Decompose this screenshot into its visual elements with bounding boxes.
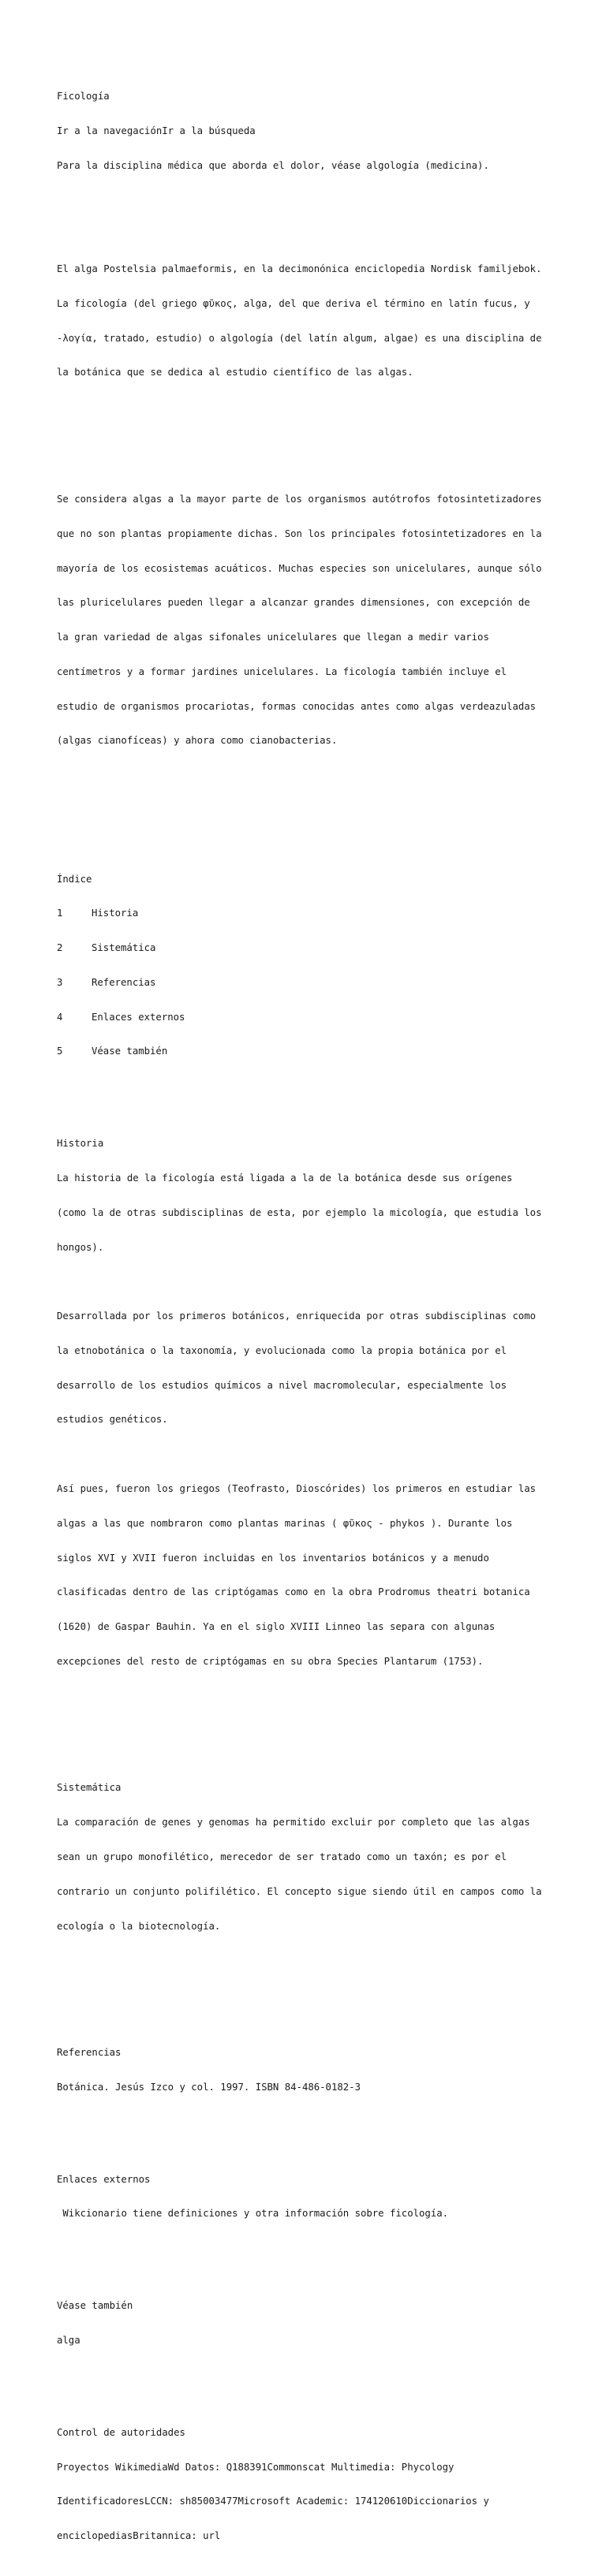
text-line: las pluricelulares pueden llegar a alcanzar grandes dimensiones, con excepción de [57, 597, 530, 609]
authority-line[interactable]: enciclopediasBritannica: url [57, 2530, 221, 2542]
section-heading: Enlaces externos [57, 2173, 151, 2185]
toc-label[interactable]: Historia [92, 908, 139, 919]
section-vease-tambien [57, 2277, 554, 2369]
nav-links[interactable]: Ir a la navegaciónIr a la búsqueda [57, 125, 256, 136]
text-line: estudios genéticos. [57, 1414, 168, 1426]
spacer [57, 1978, 554, 1990]
toc-label[interactable]: Referencias [92, 976, 156, 988]
text-line: (1620) de Gaspar Bauhin. Ya en el siglo XVIII Linneo las separa con algunas [57, 1621, 496, 1633]
text-line: desarrollo de los estudios químicos a nivel macromolecular, especialmente los [57, 1379, 507, 1391]
document-body [57, 68, 554, 2576]
toc-item-referencias[interactable] [57, 977, 554, 989]
text-line: sean un grupo monofilético, merecedor de ser tratado como un taxón; es por el [57, 1851, 507, 1863]
spacer [57, 195, 554, 207]
toc-number: 1 [57, 908, 63, 919]
toc-item-enlaces-externos[interactable] [57, 1012, 554, 1023]
page-title: Ficología [57, 91, 110, 103]
see-also-link[interactable]: alga [57, 2334, 80, 2346]
section-control-autoridades [57, 2404, 554, 2565]
section-heading: Historia [57, 1138, 104, 1150]
text-line: La comparación de genes y genomas ha permitido excluir por completo que las algas [57, 1817, 530, 1829]
disambiguation-note: Para la disciplina médica que aborda el dolor, véase algología (medicina). [57, 159, 489, 171]
section-sistematica [57, 1759, 554, 1955]
toc-number: 2 [57, 942, 63, 954]
text-line: (algas cianofíceas) y ahora como cianobacterias. [57, 735, 338, 747]
text-line: contrario un conjunto polifilético. El concepto sigue siendo útil en campos como la [57, 1885, 542, 1897]
spacer [57, 1276, 554, 1288]
toc-heading: Índice [57, 873, 92, 885]
text-line: -λογία, tratado, estudio) o algología (del latín algum, algae) es una disciplina de [57, 332, 542, 344]
toc-number: 5 [57, 1046, 63, 1057]
text-line: la etnobotánica o la taxonomía, y evolucionada como la propia botánica por el [57, 1344, 507, 1356]
toc-number: 4 [57, 1011, 63, 1023]
text-line: excepciones del resto de criptógamas en su obra Species Plantarum (1753). [57, 1655, 484, 1667]
toc-item-vease-tambien[interactable] [57, 1046, 554, 1057]
reference-item: Botánica. Jesús Izco y col. 1997. ISBN 84-486-0182-3 [57, 2081, 361, 2093]
section-heading: Véase también [57, 2300, 133, 2312]
text-line: ecología o la biotecnología. [57, 1920, 221, 1932]
text-line: Así pues, fueron los griegos (Teofrasto, Dioscórides) los primeros en estudiar las [57, 1483, 537, 1495]
text-line: Desarrollada por los primeros botánicos, enriquecida por otras subdisciplinas como [57, 1310, 537, 1322]
spacer [57, 792, 554, 815]
toc-item-sistematica[interactable] [57, 942, 554, 954]
section-enlaces-externos [57, 2150, 554, 2242]
spacer [57, 1713, 554, 1725]
text-line: (como la de otras subdisciplinas de esta, por ejemplo la micología, que estudia los [57, 1206, 542, 1218]
text-line: la botánica que se dedica al estudio científico de las algas. [57, 367, 413, 378]
text-line: clasificadas dentro de las criptógamas como en la obra Prodromus theatri botanica [57, 1586, 530, 1598]
description-paragraph [57, 471, 554, 770]
section-historia [57, 1115, 554, 1691]
text-line: estudio de organismos procariotas, formas conocidas antes como algas verdeazuladas [57, 700, 537, 712]
text-line: algas a las que nombraron como plantas marinas ( φῦκος - phykos ). Durante los [57, 1517, 513, 1529]
text-line: siglos XVI y XVII fueron incluidas en los inventarios botánicos y a menudo [57, 1552, 489, 1564]
wiktionary-link[interactable]: Wikcionario tiene definiciones y otra información sobre ficología. [57, 2208, 449, 2220]
intro-paragraph [57, 240, 554, 401]
text-line: La ficología (del griego φῦκος, alga, del que deriva el término en latín fucus, y [57, 297, 530, 309]
toc-label[interactable]: Véase también [92, 1046, 168, 1057]
authority-line[interactable]: Proyectos WikimediaWd Datos: Q188391Commonscat Multimedia: Phycology [57, 2461, 454, 2473]
section-heading: Control de autoridades [57, 2426, 185, 2438]
toc-label[interactable]: Enlaces externos [92, 1011, 185, 1023]
text-line: mayoría de los ecosistemas acuáticos. Muchas especies son unicelulares, aunque sólo [57, 562, 542, 574]
section-heading: Referencias [57, 2047, 122, 2059]
section-referencias [57, 2024, 554, 2116]
authority-line[interactable]: IdentificadoresLCCN: sh85003477Microsoft Academic: 174120610Diccionarios y [57, 2496, 489, 2507]
text-line: Se considera algas a la mayor parte de los organismos autótrofos fotosintetizadores [57, 493, 542, 505]
spacer [57, 1448, 554, 1460]
toc-label[interactable]: Sistemática [92, 942, 156, 954]
text-line: centímetros y a formar jardines unicelulares. La ficología también incluye el [57, 665, 507, 677]
section-heading: Sistemática [57, 1782, 122, 1794]
text-line: El alga Postelsia palmaeformis, en la decimonónica enciclopedia Nordisk familjebok. [57, 263, 542, 275]
text-line: que no son plantas propiamente dichas. Son los principales fotosintetizadores en la [57, 528, 542, 539]
toc-number: 3 [57, 976, 63, 988]
text-line: hongos). [57, 1241, 104, 1253]
table-of-contents [57, 850, 554, 1080]
toc-item-historia[interactable] [57, 908, 554, 919]
text-line: la gran variedad de algas sifonales unicelulares que llegan a medir varios [57, 632, 489, 643]
text-line: La historia de la ficología está ligada a la de la botánica desde sus orígenes [57, 1172, 513, 1184]
spacer [57, 424, 554, 436]
